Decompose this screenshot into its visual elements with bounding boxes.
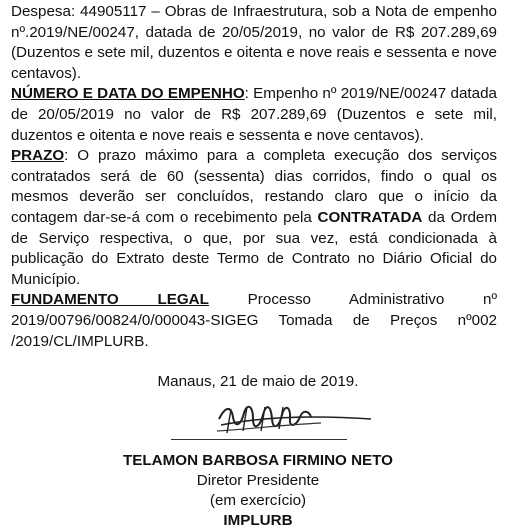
signer-block <box>11 451 497 531</box>
handwritten-signature <box>161 395 391 443</box>
fundamento-text: Processo Administrativo nº 2019/00796/00824/0/000043-SIGEG Tomada de Preços nº002 /2019/CL/IMPLURB. <box>11 291 498 350</box>
prazo-text-end: da Ordem de Serviço respectiva, o que, por sua vez, está condicionada à publicação do Extrato deste Termo de Contrato no Diário Oficial do Município. <box>11 208 497 288</box>
despesa-text: Despesa: 44905117 – Obras de Infraestrutura, sob a Nota de empenho nº.2019/NE/00247, datada de 20/05/2019, no valor de R$ 207.289,69 (Duzentos e sete mil, duzentos e oitenta e nove reais e sessenta e nove centavos). <box>11 3 497 82</box>
fundamento-paragraph <box>11 290 497 352</box>
prazo-paragraph <box>11 146 497 290</box>
signer-org: IMPLURB <box>223 511 293 529</box>
prazo-label: PRAZO <box>11 147 65 165</box>
fundamento-label: FUNDAMENTO LEGAL <box>11 291 209 309</box>
place-date: Manaus, 21 de maio de 2019. <box>157 373 359 391</box>
signer-status: (em exercício) <box>209 491 307 509</box>
prazo-text-start: : O prazo máximo para a completa execução dos serviços contratados será de 60 (sessenta) dias corridos, findo o qual os mesmos deverão ser concluídos, restando claro que o início da contagem dar-se-á com o recebimento pela <box>11 147 497 226</box>
document-page <box>11 2 497 531</box>
signer-name: TELAMON BARBOSA FIRMINO NETO <box>123 451 393 469</box>
empenho-label: NÚMERO E DATA DO EMPENHO <box>11 85 245 103</box>
signer-role: Diretor Presidente <box>196 471 320 489</box>
empenho-text: : Empenho nº 2019/NE/00247 datada de 20/05/2019 no valor de R$ 207.289,69 (Duzentos e sete mil, duzentos e oitenta e nove reais e sessenta e nove centavos). <box>11 85 497 144</box>
prazo-contratada: CONTRATADA <box>317 208 423 226</box>
signature-area <box>11 393 497 451</box>
empenho-paragraph <box>11 84 497 146</box>
despesa-paragraph <box>11 2 497 84</box>
signature-line <box>171 439 347 440</box>
